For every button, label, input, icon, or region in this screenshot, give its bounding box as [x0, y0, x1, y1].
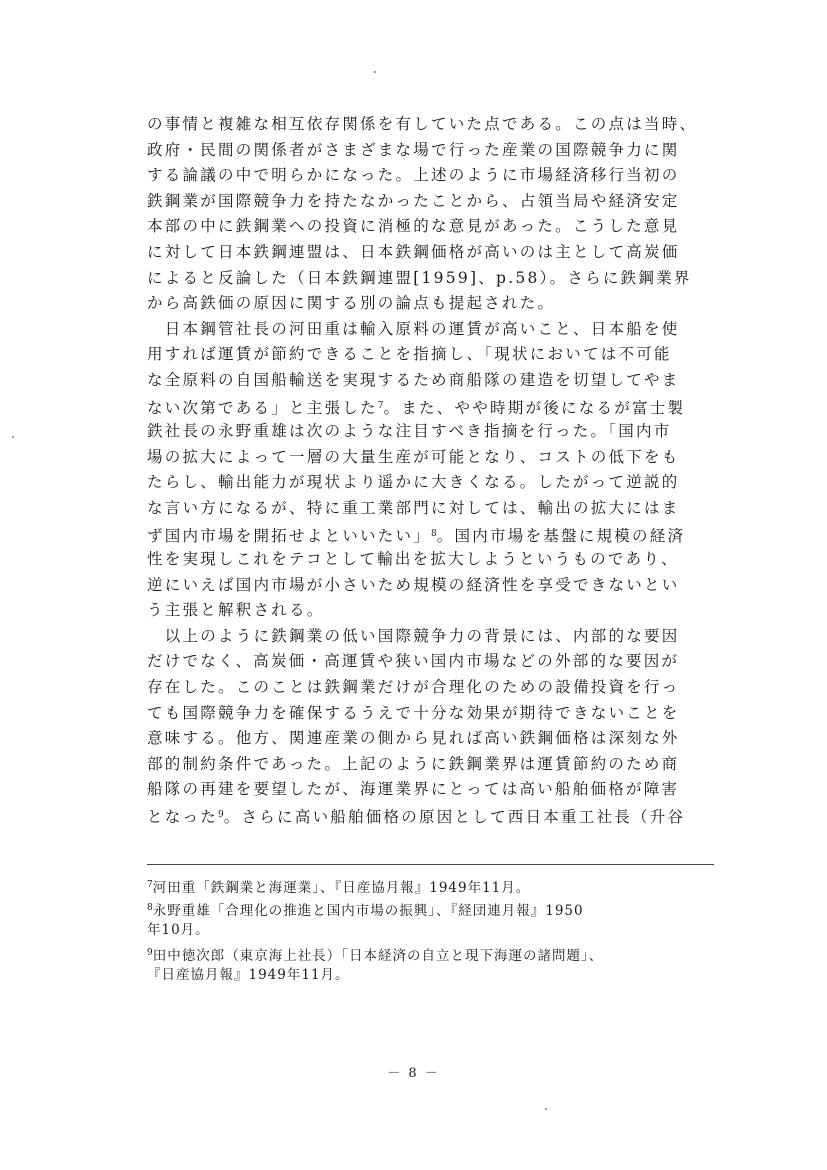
footnote-number: 7: [147, 880, 153, 890]
footnote-text: 河田重「鉄鋼業と海運業」、『日産協月報』1949年11月。: [152, 880, 531, 896]
body-line: する論議の中で明らかになった。上述のように市場経済移行当初の: [147, 166, 680, 185]
footnote-text: 永野重雄「合理化の推進と国内市場の振興」、『経団連月報』1950: [152, 902, 584, 919]
body-line: 以上のように鉄鋼業の低い国際競争力の背景には、内部的な要因: [147, 626, 680, 645]
body-line: 場の拡大によって一層の大量生産が可能となり、コストの低下をも: [147, 447, 680, 466]
footnote-text: 年10月。: [147, 922, 210, 938]
footnote: [147, 897, 714, 920]
footnote: [147, 874, 714, 897]
body-line: たらし、輸出能力が現状より遥かに大きくなる。したがって逆説的: [147, 473, 680, 492]
body-line: 性を実現しこれをテコとして輸出を拡大しようというものであり、: [147, 550, 679, 569]
scan-speck: [374, 71, 376, 73]
body-line: な言い方になるが、特に重工業部門に対しては、輸出の拡大にはま: [147, 498, 680, 517]
footnote-number: 8: [147, 902, 153, 913]
scan-speck: [12, 436, 14, 438]
footnote-number: 9: [147, 947, 153, 958]
body-line: ても国際競争力を確保するうえで十分な効果が期待できないことを: [147, 703, 680, 722]
footnote: [147, 942, 714, 965]
body-line: に対して日本鉄鋼連盟は、日本鉄鋼価格が高いのは主として高炭価: [147, 242, 680, 261]
body-line: 日本鋼管社長の河田重は輸入原料の運賃が高いこと、日本船を使: [147, 319, 680, 338]
body-line: 本部の中に鉄鋼業への投資に消極的な意見があった。こうした意見: [147, 217, 680, 236]
body-line: によると反論した（日本鉄鋼連盟[1959]、p.58）。さらに鉄鋼業界: [147, 268, 692, 287]
body-line: の事情と複雑な相互依存関係を有していた点である。この点は当時、: [147, 115, 698, 133]
body-line: 政府・民間の関係者がさまざまな場で行った産業の国際競争力に関: [147, 140, 680, 159]
body-line: 用すれば運賃が節約できることを指摘し、「現状においては不可能: [147, 345, 672, 364]
body-line: から高鉄価の原因に関する別の論点も提起された。: [147, 294, 556, 313]
body-line: 鉄鋼業が国際競争力を持たなかったことから、占領当局や経済安定: [147, 191, 680, 210]
page-number: － 8 －: [387, 1066, 440, 1081]
body-line: 存在した。このことは鉄鋼業だけが合理化のための設備投資を行っ: [147, 678, 680, 697]
footnote-continuation: [147, 919, 714, 942]
footnotes: [147, 874, 714, 987]
body-line: だけでなく、高炭価・高運賃や狭い国内市場などの外部的な要因が: [147, 652, 680, 671]
body-line: 意味する。他方、関連産業の側から見れば高い鉄鋼価格は深刻な外: [147, 729, 680, 748]
body-line: 逆にいえば国内市場が小さいため規模の経済性を享受できないとい: [147, 575, 680, 594]
body-line: う主張と解釈される。: [147, 601, 325, 620]
body-text: [147, 112, 714, 829]
body-line: 船隊の再建を要望したが、海運業界にとっては高い船舶価格が障害: [147, 780, 680, 799]
body-line: 部的制約条件であった。上記のように鉄鋼業界は運賃節約のため商: [147, 754, 680, 773]
footnote-text: 『日産協月報』1949年11月。: [147, 967, 350, 983]
footnote-continuation: [147, 964, 714, 987]
body-line: な全原料の自国船輸送を実現するため商船隊の建造を切望してやま: [147, 370, 680, 389]
footnote-text: 田中徳次郎（東京海上社長）「日本経済の自立と現下海運の諸問題」、: [152, 947, 604, 964]
body-line: ない次第である」と主張した$^7$。また、やや時期が後になるが富士製: [147, 398, 686, 417]
footnote-ref[interactable]: 9: [218, 810, 224, 821]
footnote-divider: [147, 864, 714, 865]
body-line: となった$^9$。さらに高い船舶価格の原因として西日本重工社長（升谷: [147, 808, 686, 827]
body-line: ず国内市場を開拓せよといいたい」$^8$。国内市場を基盤に規模の経済: [147, 526, 686, 545]
footnote-ref[interactable]: 7: [377, 400, 384, 411]
footnote-ref[interactable]: 8: [431, 528, 437, 539]
body-line: 鉄社長の永野重雄は次のような注目すべき指摘を行った。「国内市: [147, 422, 672, 441]
scan-speck: [545, 1108, 547, 1110]
